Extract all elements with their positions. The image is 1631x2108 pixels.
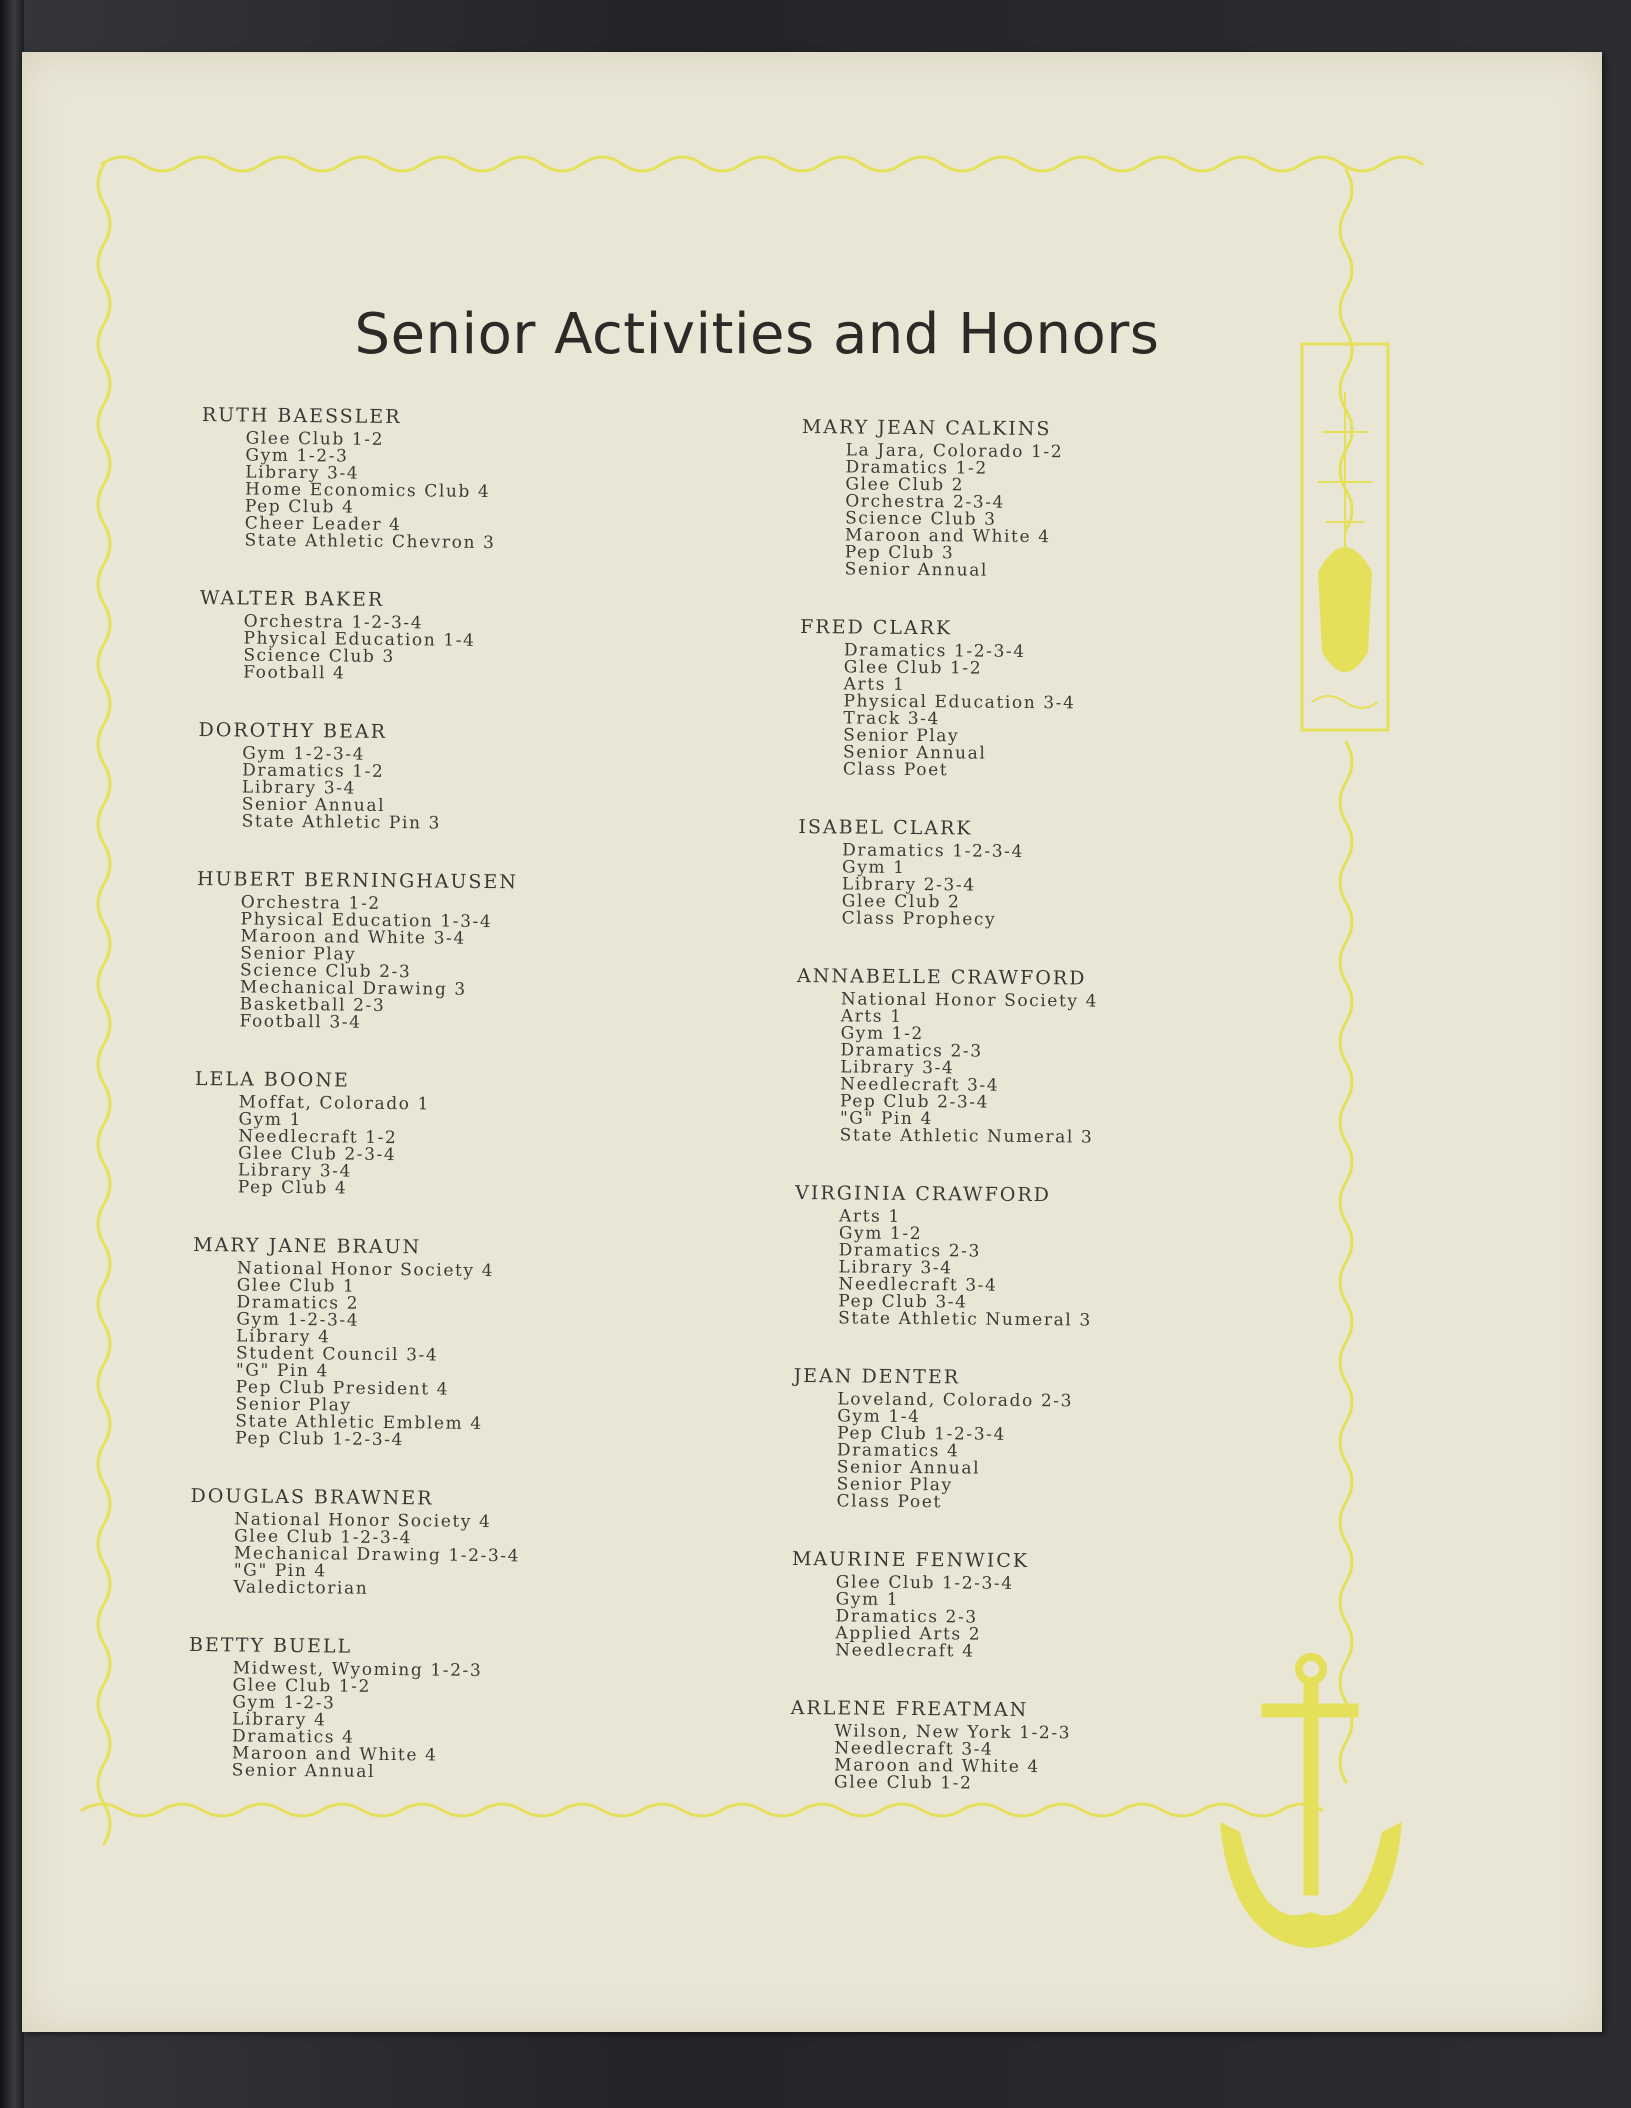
activity-item: Library 3-4 bbox=[245, 462, 360, 484]
activity-item: Loveland, Colorado 2-3 bbox=[837, 1389, 1074, 1412]
activity-item: Gym 1 bbox=[841, 857, 906, 878]
activity-item: Dramatics 2-3 bbox=[840, 1040, 983, 1062]
activity-item: Maroon and White 4 bbox=[834, 1755, 1040, 1778]
activity-item: State Athletic Numeral 3 bbox=[838, 1308, 1092, 1331]
activity-item: Senior Play bbox=[836, 1474, 953, 1496]
activity-item: Midwest, Wyoming 1-2-3 bbox=[232, 1658, 483, 1682]
student-entry bbox=[790, 1697, 1351, 1796]
activity-item: State Athletic Pin 3 bbox=[241, 811, 442, 834]
activity-item: Gym 1 bbox=[835, 1589, 900, 1610]
student-entry bbox=[799, 616, 1360, 783]
activity-item: Football 4 bbox=[243, 662, 346, 684]
activity-item: Pep Club 4 bbox=[237, 1177, 348, 1199]
activity-item: Orchestra 1-2-3-4 bbox=[243, 611, 424, 634]
activity-item: Glee Club 1-2 bbox=[833, 1772, 973, 1794]
activity-item: "G" Pin 4 bbox=[233, 1560, 327, 1582]
activity-item: Gym 1-2-3-4 bbox=[236, 1309, 360, 1331]
activity-item: Gym 1-2-3 bbox=[245, 445, 349, 467]
activity-item: Orchestra 2-3-4 bbox=[845, 491, 1006, 513]
student-name: RUTH BAESSLER bbox=[201, 404, 402, 429]
activity-item: Arts 1 bbox=[843, 674, 906, 695]
activity-list bbox=[198, 745, 759, 836]
activity-item: Senior Play bbox=[235, 1394, 352, 1416]
student-name: BETTY BUELL bbox=[188, 1633, 353, 1658]
activity-item: Dramatics 4 bbox=[836, 1440, 960, 1462]
student-entry bbox=[798, 816, 1359, 932]
activity-item: Class Poet bbox=[842, 759, 949, 781]
student-entry bbox=[195, 868, 757, 1036]
left-column bbox=[187, 404, 762, 1823]
activity-item: Home Economics Club 4 bbox=[245, 479, 491, 503]
activity-item: Needlecraft 1-2 bbox=[238, 1126, 398, 1149]
page-title: Senior Activities and Honors bbox=[354, 302, 1160, 367]
activity-item: Senior Play bbox=[843, 725, 960, 747]
activity-list bbox=[801, 442, 1362, 583]
student-name: MARY JANE BRAUN bbox=[193, 1233, 422, 1259]
activity-item: Gym 1-2 bbox=[840, 1023, 924, 1045]
activity-item: Glee Club 2 bbox=[841, 891, 961, 913]
student-entry bbox=[194, 1068, 755, 1202]
activity-list bbox=[794, 1208, 1355, 1332]
activity-item: Football 3-4 bbox=[239, 1011, 362, 1033]
student-name: DOUGLAS BRAWNER bbox=[190, 1484, 434, 1510]
activity-item: Gym 1-2-3-4 bbox=[242, 743, 366, 765]
activity-item: Maroon and White 4 bbox=[844, 525, 1051, 548]
activity-item: Senior Annual bbox=[231, 1760, 376, 1782]
activity-item: Library 3-4 bbox=[237, 1160, 353, 1182]
activity-item: Cheer Leader 4 bbox=[244, 513, 402, 536]
activity-item: Science Club 3 bbox=[243, 645, 395, 668]
activity-item: State Athletic Chevron 3 bbox=[244, 530, 496, 554]
student-name: WALTER BAKER bbox=[199, 586, 385, 611]
activity-item: Maroon and White 4 bbox=[231, 1743, 438, 1766]
activity-list bbox=[799, 642, 1360, 783]
activity-item: Senior Annual bbox=[842, 742, 987, 764]
activity-item: Dramatics 4 bbox=[231, 1726, 355, 1748]
activity-item: Physical Education 1-3-4 bbox=[240, 909, 493, 933]
activity-item: Gym 1-4 bbox=[837, 1406, 921, 1428]
activity-item: Glee Club 2-3-4 bbox=[238, 1143, 397, 1166]
activity-item: Track 3-4 bbox=[843, 708, 941, 730]
activity-item: Physical Education 3-4 bbox=[843, 691, 1076, 714]
activity-item: Glee Club 1-2 bbox=[232, 1675, 372, 1697]
activity-list bbox=[188, 1660, 749, 1785]
activity-item: Valedictorian bbox=[233, 1577, 369, 1599]
activity-item: Class Prophecy bbox=[841, 908, 997, 930]
activity-item: "G" Pin 4 bbox=[839, 1108, 934, 1130]
student-entry bbox=[190, 1485, 751, 1602]
activity-item: Glee Club 1-2 bbox=[245, 428, 385, 450]
student-name: ARLENE FREATMAN bbox=[790, 1696, 1029, 1722]
activity-item: Pep Club 1-2-3-4 bbox=[837, 1423, 1007, 1445]
activity-item: National Honor Society 4 bbox=[840, 989, 1099, 1012]
activity-item: Pep Club 4 bbox=[244, 496, 355, 518]
activity-item: Dramatics 2-3 bbox=[835, 1606, 978, 1628]
student-name: ANNABELLE CRAWFORD bbox=[797, 964, 1087, 990]
activity-item: Moffat, Colorado 1 bbox=[238, 1092, 431, 1115]
activity-item: Gym 1-2-3 bbox=[232, 1692, 336, 1714]
student-entry bbox=[199, 587, 760, 687]
activity-item: Dramatics 1-2-3-4 bbox=[843, 640, 1026, 662]
activity-item: Pep Club 3 bbox=[844, 542, 955, 564]
activity-item: Needlecraft 3-4 bbox=[834, 1738, 994, 1760]
book-spine bbox=[0, 0, 24, 2108]
activity-list bbox=[191, 1260, 753, 1453]
activity-item: Student Council 3-4 bbox=[235, 1343, 439, 1366]
activity-list bbox=[791, 1574, 1352, 1664]
activity-item: Glee Club 1-2 bbox=[843, 657, 983, 679]
activity-list bbox=[796, 991, 1357, 1149]
student-name: LELA BOONE bbox=[194, 1067, 350, 1092]
activity-item: Arts 1 bbox=[840, 1006, 903, 1027]
student-entry bbox=[200, 404, 761, 555]
activity-item: Gym 1-2 bbox=[838, 1223, 923, 1245]
activity-item: Library 3-4 bbox=[840, 1057, 955, 1079]
activity-item: Library 3-4 bbox=[241, 777, 357, 799]
student-entry bbox=[191, 1234, 753, 1453]
activity-item: Senior Play bbox=[240, 943, 357, 965]
activity-item: Dramatics 1-2-3-4 bbox=[842, 840, 1025, 862]
student-name: DOROTHY BEAR bbox=[198, 718, 388, 743]
activity-list bbox=[199, 613, 760, 687]
activity-list bbox=[195, 894, 756, 1036]
yearbook-page bbox=[22, 52, 1602, 2032]
activity-item: National Honor Society 4 bbox=[236, 1258, 495, 1282]
activity-item: Arts 1 bbox=[838, 1206, 901, 1227]
activity-item: Senior Annual bbox=[836, 1457, 981, 1479]
student-name: VIRGINIA CRAWFORD bbox=[795, 1181, 1052, 1207]
activity-item: Physical Education 1-4 bbox=[243, 628, 476, 651]
activity-item: La Jara, Colorado 1-2 bbox=[845, 440, 1064, 463]
activity-item: Pep Club 3-4 bbox=[838, 1291, 968, 1313]
activity-item: Pep Club President 4 bbox=[235, 1377, 450, 1400]
activity-item: Glee Club 2 bbox=[845, 474, 965, 496]
activity-item: Dramatics 1-2 bbox=[845, 457, 988, 479]
student-name: MAURINE FENWICK bbox=[791, 1547, 1030, 1573]
student-name: FRED CLARK bbox=[800, 615, 953, 640]
activity-item: Glee Club 1 bbox=[236, 1275, 356, 1297]
student-entry bbox=[791, 1548, 1352, 1664]
activity-item: Glee Club 1-2-3-4 bbox=[835, 1572, 1014, 1594]
student-entry bbox=[794, 1182, 1355, 1332]
activity-item: Dramatics 2-3 bbox=[838, 1240, 982, 1262]
activity-item: Pep Club 1-2-3-4 bbox=[235, 1428, 405, 1451]
activity-item: Maroon and White 3-4 bbox=[240, 926, 466, 949]
activity-item: Library 3-4 bbox=[838, 1257, 953, 1279]
activity-item: National Honor Society 4 bbox=[234, 1509, 492, 1533]
activity-list bbox=[798, 842, 1359, 932]
student-name: HUBERT BERNINGHAUSEN bbox=[196, 867, 519, 894]
activity-item: "G" Pin 4 bbox=[235, 1360, 330, 1382]
activity-item: Library 2-3-4 bbox=[841, 874, 976, 896]
activity-item: State Athletic Emblem 4 bbox=[235, 1411, 483, 1434]
activity-item: Needlecraft 4 bbox=[835, 1640, 975, 1662]
activity-item: Glee Club 1-2-3-4 bbox=[234, 1526, 413, 1549]
activity-list bbox=[790, 1723, 1351, 1796]
activity-item: Mechanical Drawing 1-2-3-4 bbox=[233, 1543, 521, 1567]
activity-item: Wilson, New York 1-2-3 bbox=[834, 1721, 1072, 1744]
activity-item: State Athletic Numeral 3 bbox=[839, 1125, 1094, 1148]
student-entry bbox=[792, 1365, 1353, 1515]
student-name: ISABEL CLARK bbox=[798, 815, 973, 840]
border-left bbox=[98, 164, 110, 1844]
activity-list bbox=[792, 1391, 1353, 1515]
activity-item: Orchestra 1-2 bbox=[240, 892, 381, 914]
activity-item: Dramatics 1-2 bbox=[242, 760, 385, 782]
activity-item: Basketball 2-3 bbox=[239, 994, 386, 1016]
activity-list bbox=[190, 1511, 751, 1602]
activity-item: Applied Arts 2 bbox=[835, 1623, 982, 1645]
activity-item: Mechanical Drawing 3 bbox=[239, 977, 467, 1000]
activity-item: Science Club 3 bbox=[845, 508, 997, 530]
activity-list bbox=[194, 1094, 755, 1202]
activity-item: Needlecraft 3-4 bbox=[838, 1274, 998, 1296]
activity-item: Class Poet bbox=[836, 1491, 942, 1513]
activity-list bbox=[200, 430, 761, 555]
activity-item: Dramatics 2 bbox=[236, 1292, 360, 1314]
student-name: MARY JEAN CALKINS bbox=[801, 416, 1052, 441]
activity-item: Needlecraft 3-4 bbox=[840, 1074, 1000, 1096]
student-name: JEAN DENTER bbox=[793, 1364, 961, 1389]
activity-item: Library 4 bbox=[232, 1709, 327, 1731]
right-column bbox=[790, 416, 1362, 1834]
activity-item: Senior Annual bbox=[241, 794, 386, 816]
activity-item: Science Club 2-3 bbox=[239, 960, 412, 983]
border-top bbox=[102, 157, 1422, 171]
activity-item: Gym 1 bbox=[238, 1109, 303, 1131]
student-entry bbox=[801, 416, 1362, 583]
activity-item: Library 4 bbox=[236, 1326, 331, 1348]
student-entry bbox=[198, 719, 759, 836]
activity-item: Senior Annual bbox=[844, 559, 989, 581]
activity-item: Pep Club 2-3-4 bbox=[839, 1091, 990, 1113]
student-entry bbox=[188, 1634, 749, 1785]
student-entry bbox=[796, 965, 1358, 1149]
